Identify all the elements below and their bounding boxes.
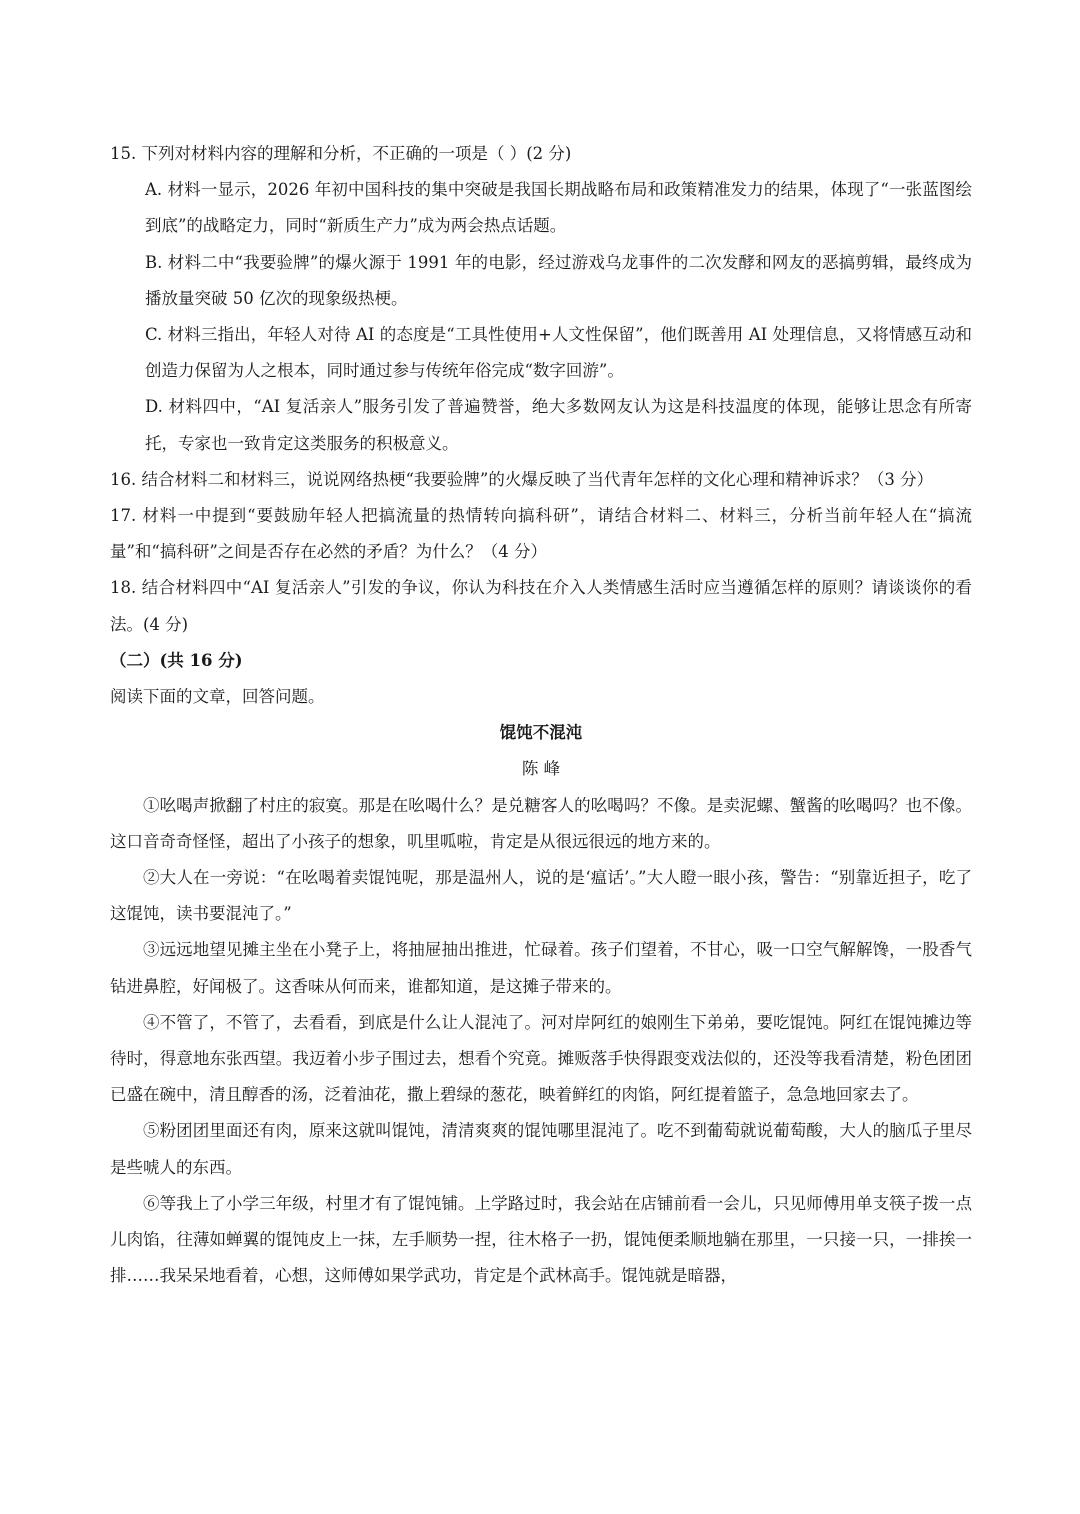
article-paragraph-5: ⑤粉团团里面还有肉，原来这就叫馄饨，清清爽爽的馄饨哪里混沌了。吃不到葡萄就说葡萄酸，大人的脑瓜子里尽是些唬人的东西。 bbox=[110, 1121, 972, 1177]
exam-page bbox=[110, 136, 972, 1295]
question-16: 16. 结合材料二和材料三，说说网络热梗“我要验牌”的火爆反映了当代青年怎样的文化心理和精神诉求？（3 分） bbox=[110, 469, 934, 489]
section-heading: （二）(共 16 分) bbox=[110, 650, 243, 670]
question-18: 18. 结合材料四中“AI 复活亲人”引发的争议，你认为科技在介入人类情感生活时应当遵循怎样的原则？请谈谈你的看法。(4 分) bbox=[110, 578, 972, 634]
article-paragraph-4: ④不管了，不管了，去看看，到底是什么让人混沌了。河对岸阿红的娘刚生下弟弟，要吃馄饨。阿红在馄饨摊边等待时，得意地东张西望。我迈着小步子围过去，想看个究竟。摊贩落手快得跟变戏法似的，还没等我看清楚，粉色团团已盛在碗中，清且醇香的汤，泛着油花，撒上碧绿的葱花，映着鲜红的肉馅，阿红提着篮子，急急地回家去了。 bbox=[110, 1012, 972, 1105]
question-15-stem: 15. 下列对材料内容的理解和分析，不正确的一项是（ ）(2 分) bbox=[110, 144, 572, 163]
section-instruction: 阅读下面的文章，回答问题。 bbox=[110, 687, 325, 707]
question-15-option-c: C. 材料三指出，年轻人对待 AI 的态度是“工具性使用+人文性保留”，他们既善用 AI 处理信息，又将情感互动和创造力保留为人之根本，同时通过参与传统年俗完成“数字回游”。 bbox=[145, 325, 972, 381]
article-paragraph-1: ①吆喝声掀翻了村庄的寂寞。那是在吆喝什么？是兑糖客人的吆喝吗？不像。是卖泥螺、蟹酱的吆喝吗？也不像。这口音奇奇怪怪，超出了小孩子的想象，叽里呱啦，肯定是从很远很远的地方来的。 bbox=[110, 795, 972, 851]
article-title: 馄饨不混沌 bbox=[499, 723, 583, 743]
article-paragraph-6: ⑥等我上了小学三年级，村里才有了馄饨铺。上学路过时，我会站在店铺前看一会儿，只见师傅用单支筷子拨一点儿肉馅，往薄如蝉翼的馄饨皮上一抹，左手顺势一捏，往木格子一扔，馄饨便柔顺地躺在那里，一只接一只，一排挨一排……我呆呆地看着，心想，这师傅如果学武功，肯定是个武林高手。馄饨就是暗器， bbox=[110, 1193, 972, 1286]
article-author: 陈 峰 bbox=[521, 759, 561, 779]
question-17: 17. 材料一中提到“要鼓励年轻人把搞流量的热情转向搞科研”，请结合材料二、材料三，分析当前年轻人在“搞流量”和“搞科研”之间是否存在必然的矛盾？为什么？（4 分） bbox=[110, 506, 972, 562]
question-15-option-b: B. 材料二中“我要验牌”的爆火源于 1991 年的电影，经过游戏乌龙事件的二次发酵和网友的恶搞剪辑，最终成为播放量突破 50 亿次的现象级热梗。 bbox=[145, 252, 972, 308]
question-15-option-d: D. 材料四中，“AI 复活亲人”服务引发了普遍赞誉，绝大多数网友认为这是科技温度的体现，能够让思念有所寄托，专家也一致肯定这类服务的积极意义。 bbox=[145, 397, 972, 453]
question-15-option-a: A. 材料一显示，2026 年初中国科技的集中突破是我国长期战略布局和政策精准发力的结果，体现了“一张蓝图绘到底”的战略定力，同时“新质生产力”成为两会热点话题。 bbox=[145, 180, 972, 236]
article-paragraph-2: ②大人在一旁说：“在吆喝着卖馄饨呢，那是温州人，说的是‘瘟话’。”大人瞪一眼小孩，警告：“别靠近担子，吃了这馄饨，读书要混沌了。” bbox=[110, 868, 972, 924]
article-paragraph-3: ③远远地望见摊主坐在小凳子上，将抽屉抽出推进，忙碌着。孩子们望着，不甘心，吸一口空气解解馋，一股香气钻进鼻腔，好闻极了。这香味从何而来，谁都知道，是这摊子带来的。 bbox=[110, 940, 972, 996]
